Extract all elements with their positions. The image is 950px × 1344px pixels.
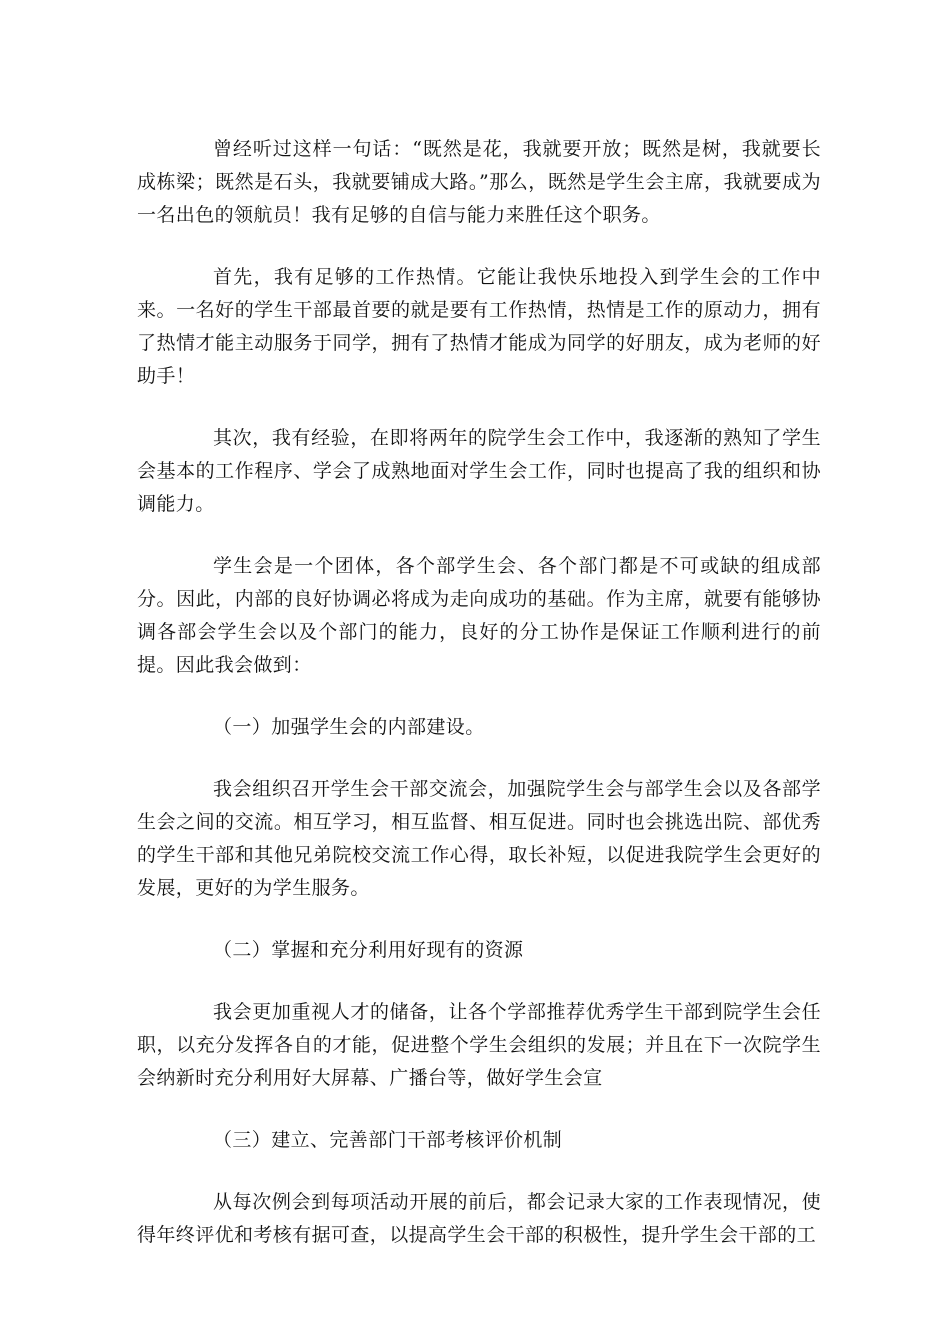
paragraph-team: 学生会是一个团体，各个部学生会、各个部门都是不可或缺的组成部分。因此，内部的良好协调必将成为走向成功的基础。作为主席，就要有能够协调各部会学生会以及个部门的能力，良好的分工协作是保证工作顺利进行的前提。因此我会做到： [137, 555, 821, 676]
section-heading-2: （二）掌握和充分利用好现有的资源 [213, 939, 524, 961]
paragraph-intro: 曾经听过这样一句话：“既然是花，我就要开放；既然是树，我就要长成栋梁；既然是石头，我就要铺成大路。”那么，既然是学生会主席，我就要成为一名出色的领航员！我有足够的自信与能力来胜任这个职务。 [137, 138, 821, 226]
section-heading-1: （一）加强学生会的内部建设。 [213, 716, 485, 738]
section-heading-3: （三）建立、完善部门干部考核评价机制 [213, 1129, 563, 1151]
paragraph-experience: 其次，我有经验，在即将两年的院学生会工作中，我逐渐的熟知了学生会基本的工作程序、学会了成熟地面对学生会工作，同时也提高了我的组织和协调能力。 [137, 427, 821, 515]
paragraph-internal-building: 我会组织召开学生会干部交流会，加强院学生会与部学生会以及各部学生会之间的交流。相互学习，相互监督、相互促进。同时也会挑选出院、部优秀的学生干部和其他兄弟院校交流工作心得，取长补短，以促进我院学生会更好的发展，更好的为学生服务。 [137, 778, 821, 899]
paragraph-resources: 我会更加重视人才的储备，让各个学部推荐优秀学生干部到院学生会任职，以充分发挥各自的才能，促进整个学生会组织的发展；并且在下一次院学生会纳新时充分利用好大屏幕、广播台等，做好学生会宣 [137, 1001, 821, 1089]
paragraph-evaluation: 从每次例会到每项活动开展的前后，都会记录大家的工作表现情况，使得年终评优和考核有据可查，以提高学生会干部的积极性，提升学生会干部的工 [137, 1191, 821, 1246]
document-body [137, 133, 821, 1281]
paragraph-enthusiasm: 首先，我有足够的工作热情。它能让我快乐地投入到学生会的工作中来。一名好的学生干部最首要的就是要有工作热情，热情是工作的原动力，拥有了热情才能主动服务于同学，拥有了热情才能成为同学的好朋友，成为老师的好助手！ [137, 266, 821, 387]
